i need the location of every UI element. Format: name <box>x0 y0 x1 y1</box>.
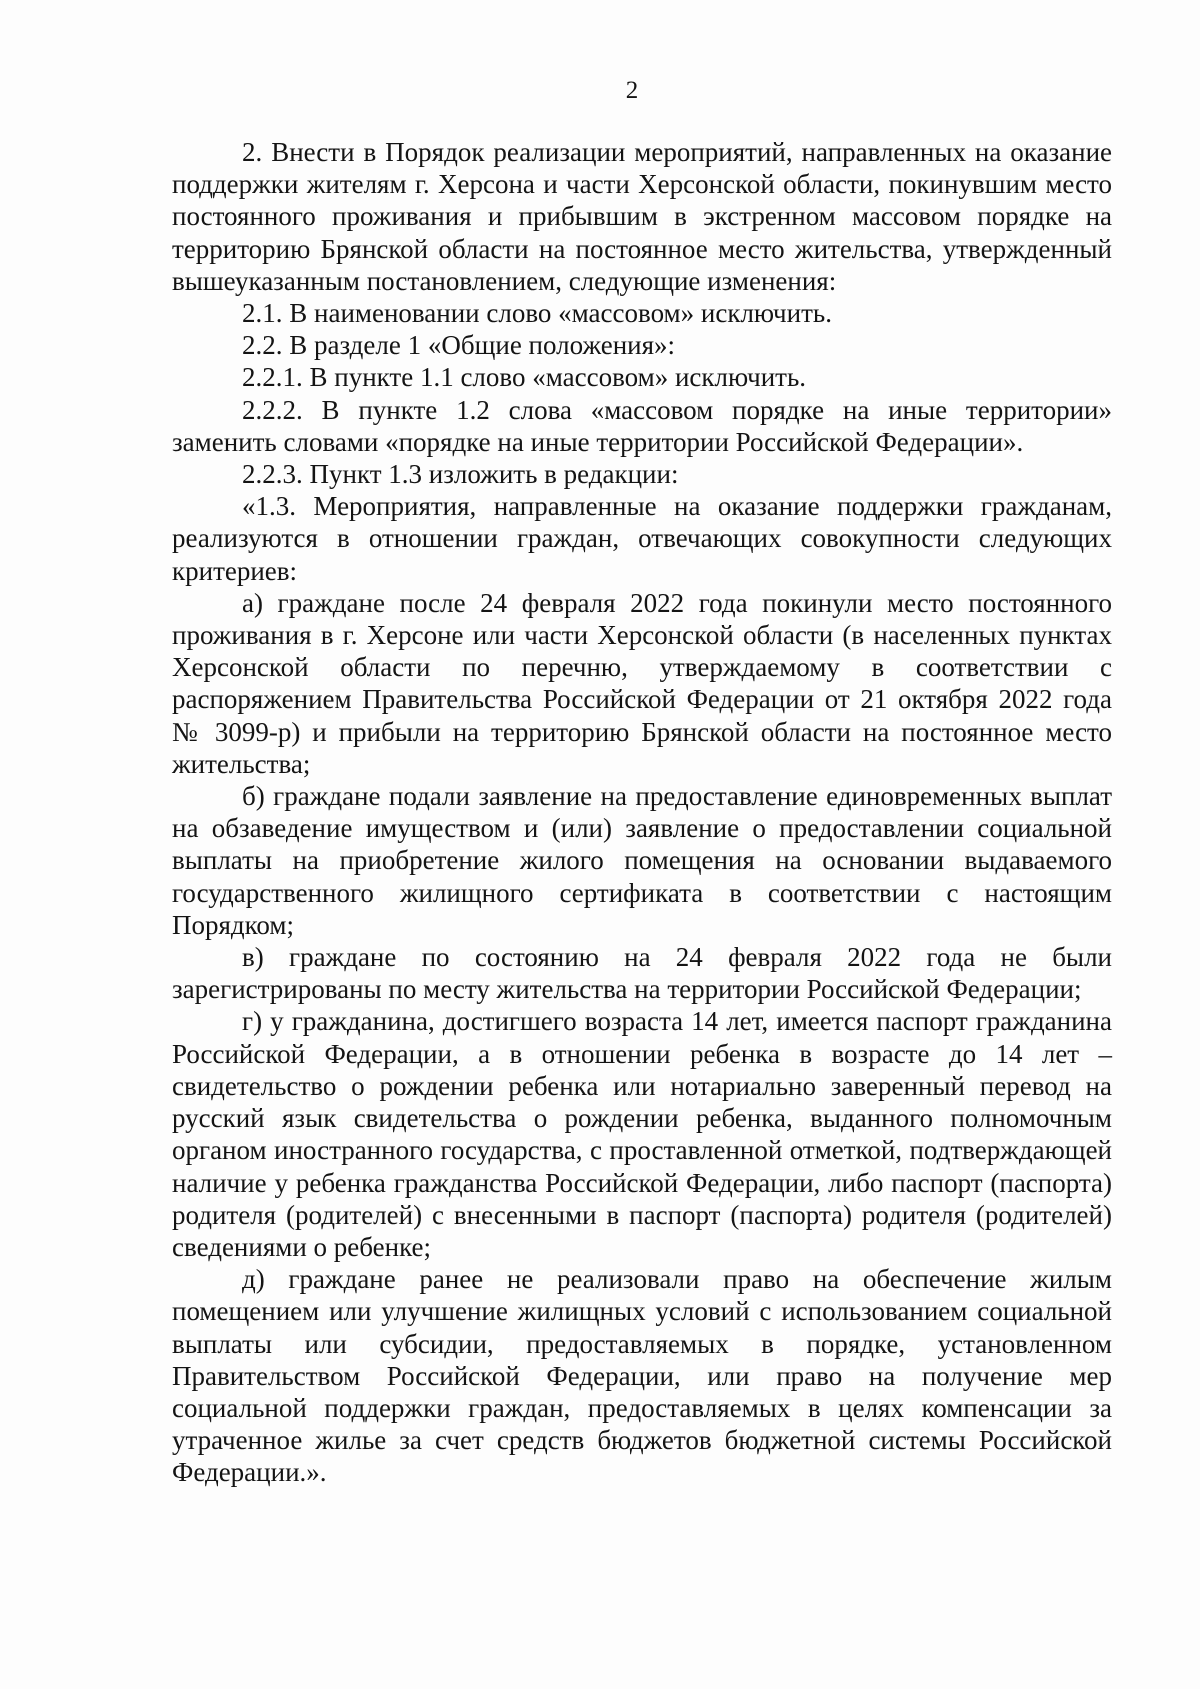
paragraph-2-2: 2.2. В разделе 1 «Общие положения»: <box>242 330 676 361</box>
paragraph-2-2-3: 2.2.3. Пункт 1.3 изложить в редакции: <box>242 459 679 490</box>
paragraph-2-1: 2.1. В наименовании слово «массовом» исключить. <box>242 298 832 329</box>
criterion-v: в) граждане по состоянию на 24 февраля 2022 года не были зарегистрированы по месту жительства на территории Российской Федерации; <box>172 942 1112 1005</box>
paragraph-1-3: «1.3. Мероприятия, направленные на оказание поддержки гражданам, реализуются в отношении граждан, отвечающих совокупности следующих критериев: <box>172 491 1112 586</box>
criterion-d: д) граждане ранее не реализовали право на обеспечение жилым помещением или улучшение жилищных условий с использованием социальной выплаты или субсидии, предоставляемых в порядке, установленном Правительством Российской Федерации, или право на получение мер социальной поддержки граждан, предоставляемых в целях компенсации за утраченное жилье за счет средств бюджетов бюджетной системы Российской Федерации.». <box>172 1264 1112 1488</box>
document-body <box>172 136 1112 1489</box>
page-number: 2 <box>625 77 639 104</box>
criterion-a: а) граждане после 24 февраля 2022 года покинули место постоянного проживания в г. Херсоне или части Херсонской области (в населенных пунктах Херсонской области по перечню, утверждаемому в соответствии с распоряжением Правительства Российской Федерации от 21 октября 2022 года № 3099-р) и прибыли на территорию Брянской области на постоянное место жительства; <box>172 587 1112 779</box>
criterion-b: б) граждане подали заявление на предоставление единовременных выплат на обзаведение имуществом и (или) заявление о предоставлении социальной выплаты на приобретение жилого помещения на основании выдаваемого государственного жилищного сертификата в соответствии с настоящим Порядком; <box>172 781 1112 940</box>
paragraph-2-2-1: 2.2.1. В пункте 1.1 слово «массовом» исключить. <box>242 362 807 393</box>
paragraph-2: 2. Внести в Порядок реализации мероприятий, направленных на оказание поддержки жителям г. Херсона и части Херсонской области, покинувшим место постоянного проживания и прибывшим в экстренном массовом порядке на территорию Брянской области на постоянное место жительства, утвержденный вышеуказанным постановлением, следующие изменения: <box>172 137 1112 296</box>
criterion-g: г) у гражданина, достигшего возраста 14 лет, имеется паспорт гражданина Российской Федерации, а в отношении ребенка в возрасте до 14 лет – свидетельство о рождении ребенка или нотариально заверенный перевод на русский язык свидетельства о рождении ребенка, выданного полномочным органом иностранного государства, с проставленной отметкой, подтверждающей наличие у ребенка гражданства Российской Федерации, либо паспорт (паспорта) родителя (родителей) с внесенными в паспорт (паспорта) родителя (родителей) сведениями о ребенке; <box>172 1006 1112 1262</box>
paragraph-2-2-2: 2.2.2. В пункте 1.2 слова «массовом порядке на иные территории» заменить словами «порядке на иные территории Российской Федерации». <box>172 394 1112 457</box>
